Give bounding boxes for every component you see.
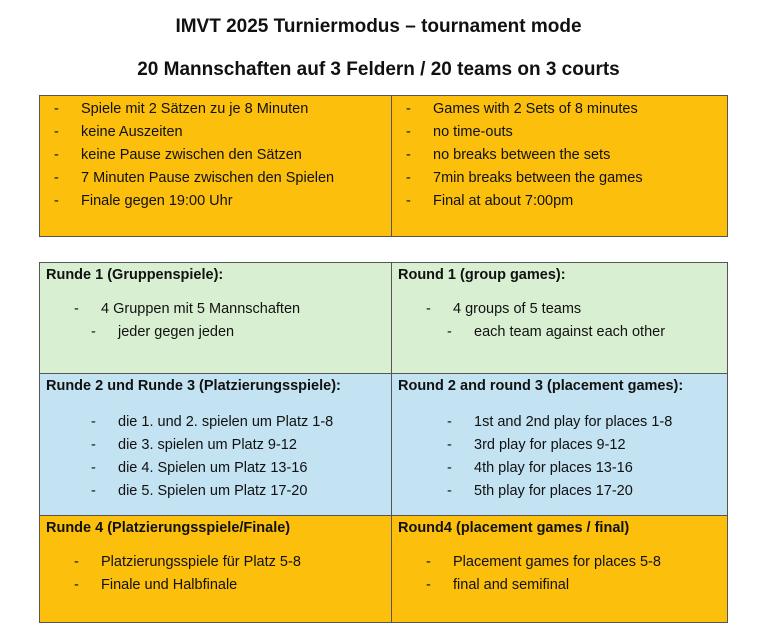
- round-2-3-de-item: - die 5. Spielen um Platz 17-20: [91, 483, 308, 499]
- round-4-de-title: Runde 4 (Platzierungsspiele/Finale): [46, 520, 291, 536]
- round-1-en-cell: [392, 263, 727, 373]
- round-2-3-de-item: - die 1. und 2. spielen um Platz 1-8: [91, 414, 334, 430]
- round-2-3-en-item: - 1st and 2nd play for places 1-8: [447, 414, 673, 430]
- rules-de-cell: [40, 96, 392, 236]
- round-4-de-item: - Finale und Halbfinale: [74, 577, 238, 593]
- rule-en-5: - Final at about 7:00pm: [406, 193, 574, 209]
- rule-de-4: - 7 Minuten Pause zwischen den Spielen: [54, 170, 335, 186]
- rules-en-cell: [392, 96, 727, 236]
- round-2-3-en-item: - 3rd play for places 9-12: [447, 437, 626, 453]
- rule-en-1: - Games with 2 Sets of 8 minutes: [406, 101, 638, 117]
- round-2-3-en-title: Round 2 and round 3 (placement games):: [398, 378, 684, 394]
- rule-en-4: - 7min breaks between the games: [406, 170, 643, 186]
- round-4-en-title: Round4 (placement games / final): [398, 520, 630, 536]
- rule-de-5: - Finale gegen 19:00 Uhr: [54, 193, 233, 209]
- page-subtitle: 20 Mannschaften auf 3 Feldern / 20 teams on 3 courts: [137, 59, 620, 80]
- round-1-de-sub: - jeder gegen jeden: [91, 324, 235, 340]
- rule-de-3: - keine Pause zwischen den Sätzen: [54, 147, 302, 163]
- round-2-3-de-title: Runde 2 und Runde 3 (Platzierungsspiele):: [46, 378, 341, 394]
- rule-en-3: - no breaks between the sets: [406, 147, 611, 163]
- round-1-row: [40, 263, 727, 373]
- round-2-3-en-item: - 5th play for places 17-20: [447, 483, 633, 499]
- round-2-3-row: [40, 374, 727, 515]
- rules-table: [39, 95, 728, 237]
- round-1-de-main: - 4 Gruppen mit 5 Mannschaften: [74, 301, 301, 317]
- round-4-en-item: - Placement games for places 5-8: [426, 554, 661, 570]
- round-2-3-de-item: - die 3. spielen um Platz 9-12: [91, 437, 297, 453]
- round-2-3-en-item: - 4th play for places 13-16: [447, 460, 633, 476]
- rule-en-2: - no time-outs: [406, 124, 513, 140]
- round-1-en-main: - 4 groups of 5 teams: [426, 301, 582, 317]
- page-title: IMVT 2025 Turniermodus – tournament mode: [175, 16, 582, 37]
- round-4-de-item: - Platzierungsspiele für Platz 5-8: [74, 554, 301, 570]
- round-1-en-sub: - each team against each other: [447, 324, 666, 340]
- round-1-en-title: Round 1 (group games):: [398, 267, 566, 283]
- rule-de-1: - Spiele mit 2 Sätzen zu je 8 Minuten: [54, 101, 309, 117]
- rounds-table: [39, 262, 728, 623]
- round-4-de-cell: [40, 516, 392, 622]
- round-2-3-en-cell: [392, 374, 727, 515]
- round-2-3-de-item: - die 4. Spielen um Platz 13-16: [91, 460, 308, 476]
- rule-de-2: - keine Auszeiten: [54, 124, 183, 140]
- round-4-en-item: - final and semifinal: [426, 577, 570, 593]
- round-1-de-title: Runde 1 (Gruppenspiele):: [46, 267, 224, 283]
- round-2-3-de-cell: [40, 374, 392, 515]
- round-4-en-cell: [392, 516, 727, 622]
- round-1-de-cell: [40, 263, 392, 373]
- round-4-row: [40, 516, 727, 622]
